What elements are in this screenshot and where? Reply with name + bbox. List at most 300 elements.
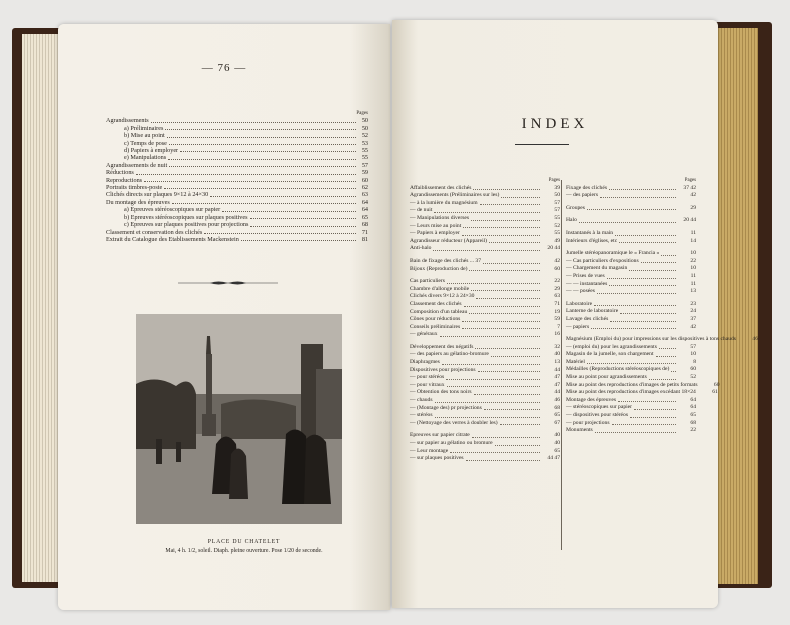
toc-entry-label: b) Mise au point — [124, 132, 165, 140]
index-entry-label: Classement des clichés — [410, 300, 462, 307]
index-entry-row — [410, 293, 560, 301]
index-entry-label: Bijoux (Reproduction de) — [410, 265, 468, 272]
toc-entry-row — [106, 191, 368, 198]
dot-leader — [474, 389, 540, 395]
index-entry-page: 22 — [554, 278, 560, 285]
index-entry-label: Affaiblissement des clichés — [410, 184, 472, 191]
toc-entry-label: e) Manipulations — [124, 154, 167, 162]
index-entry-label: Monuments — [566, 427, 593, 434]
index-entry-label: Lavage des clichés — [566, 315, 609, 322]
index-entry-page: 20 44 — [683, 217, 696, 224]
toc-entry-row — [106, 236, 368, 243]
page-edges-right — [716, 28, 758, 584]
toc-entry-page: 81 — [361, 235, 368, 243]
dot-leader — [661, 250, 676, 256]
index-entry-page: 55 — [554, 230, 560, 237]
toc-entry-label: Agrandissements de nuit — [106, 161, 168, 169]
index-entry-label: — Obtention des tons noirs — [410, 389, 472, 396]
index-entry-label: Médailles (Reproductions stéréoscopiques de) — [566, 366, 670, 373]
index-entry-label: Développement des négatifs — [410, 343, 474, 350]
index-entry-label: Conseils préliminaires — [410, 323, 461, 330]
index-entry-label: Intérieurs d'églises, etc — [566, 237, 618, 244]
index-entry-row — [410, 230, 560, 238]
dot-leader — [587, 359, 676, 365]
dot-leader — [597, 288, 676, 294]
index-entry-page: 23 — [690, 300, 696, 307]
toc-entry-row — [106, 140, 368, 147]
toc-entry-page: 65 — [361, 213, 368, 221]
index-entry-label: Clichés divers 9×12 à 24×30 — [410, 293, 475, 300]
index-entry-row — [566, 205, 696, 213]
dot-leader — [204, 229, 356, 234]
index-entry-label: Anti-halo — [410, 245, 432, 252]
column-a-pages-header: Pages — [548, 178, 560, 183]
right-page — [392, 20, 758, 608]
index-entry-label: Chambre d'allonge mobile — [410, 285, 470, 292]
toc-entry-page: 50 — [361, 117, 368, 125]
index-entry-page: 37 — [690, 315, 696, 322]
index-entry-page: 22 — [690, 257, 696, 264]
index-entry-label: Laboratoire — [566, 300, 593, 307]
index-entry-page: 11 — [690, 280, 696, 287]
index-entry-row — [566, 420, 696, 428]
dot-leader — [634, 404, 676, 410]
index-entry-row — [410, 351, 560, 359]
dot-leader — [250, 214, 356, 219]
index-entry-row — [410, 455, 560, 463]
dot-leader — [180, 147, 356, 152]
index-entry-row — [566, 230, 696, 238]
dot-leader — [446, 374, 540, 380]
index-entry-page: 60 — [713, 381, 720, 388]
index-entry-page: 16 — [554, 331, 560, 338]
dot-leader — [169, 162, 356, 167]
dot-leader — [472, 432, 540, 438]
dot-leader — [144, 177, 356, 182]
toc-entry-row — [106, 125, 368, 132]
index-entry-label: Agrandisseur réducteur (Appareil) — [410, 237, 488, 244]
index-entry-label: Mise au point des reproductions d'images excédant 18×24 — [566, 389, 696, 396]
index-entry-page: 68 — [554, 404, 560, 411]
toc-entry-row — [106, 229, 368, 236]
index-entry-page: 44 — [554, 366, 560, 373]
index-entry-page: 13 — [690, 288, 696, 295]
index-entry-row — [566, 336, 758, 344]
place-du-chatelet-photo — [136, 314, 342, 524]
toc-pages-header: Pages — [356, 111, 368, 116]
index-entry-row — [566, 316, 696, 324]
index-entry-row — [566, 250, 696, 258]
index-entry-label: Magasin de la jumelle, son chargement — [566, 351, 654, 358]
index-entry-page: 71 — [554, 300, 560, 307]
dot-leader — [165, 125, 356, 130]
toc-entry-page: 68 — [361, 221, 368, 229]
dot-leader — [469, 266, 540, 272]
index-entry-page: 42 — [690, 323, 696, 330]
index-entry-row — [410, 389, 560, 397]
dot-leader — [659, 344, 676, 350]
toc-entry-page: 53 — [361, 139, 368, 147]
toc-entry-row — [106, 154, 368, 161]
index-entry-row — [410, 266, 560, 274]
index-entry-page: 40 — [554, 440, 560, 446]
dot-leader — [222, 206, 356, 211]
dot-leader — [630, 412, 676, 418]
index-entry-page: 13 — [554, 359, 560, 366]
dot-leader — [483, 258, 540, 264]
index-entry-page: 44 — [554, 389, 560, 396]
index-entry-row — [566, 366, 696, 374]
dot-leader — [447, 278, 540, 284]
index-entry-page: 42 — [690, 192, 696, 199]
toc-entry-row — [106, 117, 368, 124]
index-entry-page: 11 — [690, 272, 696, 279]
dot-leader — [491, 351, 540, 357]
dot-leader — [462, 316, 540, 322]
toc-entry-label: Agrandissements — [106, 117, 149, 125]
index-entry-page: 60 — [690, 366, 696, 373]
dot-leader — [464, 301, 540, 307]
index-entry-label: Dispositives pour projections — [410, 366, 476, 373]
dot-leader — [442, 359, 540, 365]
index-entry-label: — Leur montage — [410, 447, 449, 454]
index-entry-label: Magnésium (Emploi du) pour impressions sur les dispositives à tons chauds — [566, 336, 736, 343]
index-entry-row — [410, 316, 560, 324]
index-entry-row — [566, 404, 696, 412]
dot-leader — [607, 273, 676, 279]
toc-entry-page: 64 — [361, 206, 368, 214]
index-entry-label: — généraux — [410, 331, 438, 338]
index-entry-row — [566, 238, 696, 246]
dot-leader — [501, 192, 540, 198]
index-entry-row — [566, 258, 696, 266]
toc-entry-page: 50 — [361, 124, 368, 132]
dot-leader — [600, 192, 676, 198]
index-entry-row — [410, 207, 560, 215]
index-entry-page: 46 — [554, 397, 560, 404]
toc-entry-page: 71 — [361, 228, 368, 236]
index-entry-label: Mise au point des reproductions d'images de petits formats — [566, 381, 698, 388]
index-entry-row — [410, 301, 560, 309]
index-entry-row — [410, 405, 560, 413]
index-entry-label: Mise au point pour agrandissements — [566, 374, 647, 381]
toc-entry-row — [106, 206, 368, 213]
index-entry-label: Fixage des clichés — [566, 184, 608, 191]
index-entry-label: — Manipulations diverses — [410, 214, 470, 221]
dot-leader — [619, 238, 676, 244]
index-entry-label: — stéréoscopiques sur papier — [566, 404, 633, 411]
index-entry-row — [566, 412, 696, 420]
index-entry-label: — Papiers à employer — [410, 230, 460, 237]
dot-leader — [478, 367, 540, 373]
dot-leader — [615, 230, 676, 236]
index-entry-row — [410, 238, 560, 246]
index-entry-row — [410, 420, 560, 428]
index-entry-label: — des papiers au gélatino-bromure — [410, 351, 489, 358]
index-entry-row — [566, 397, 696, 405]
index-entry-label: Matériel — [566, 358, 585, 365]
index-entry-page: 47 — [554, 374, 560, 381]
index-entry-row — [410, 440, 560, 448]
toc-entry-label: d) Papiers à employer — [124, 147, 179, 155]
dot-leader — [471, 215, 540, 221]
index-entry-row — [410, 278, 560, 286]
dot-leader — [435, 412, 540, 418]
index-entry-page: 57 — [690, 343, 696, 350]
toc-entry-page: 55 — [361, 154, 368, 162]
index-entry-row — [566, 265, 696, 273]
index-entry-row — [566, 389, 718, 397]
toc-entry-label: a) Préliminaires — [124, 124, 164, 132]
dot-leader — [641, 258, 676, 264]
index-entry-label: Instantanés à la main — [566, 229, 614, 236]
dot-leader — [649, 374, 676, 380]
index-entry-row — [566, 281, 696, 289]
index-entry-row — [566, 301, 696, 309]
toc-entry-page: 64 — [361, 198, 368, 206]
index-entry-label: Montage des épreuves — [566, 396, 617, 403]
index-entry-label: Composition d'un tableau — [410, 308, 468, 315]
dot-leader — [612, 420, 677, 426]
toc-entry-label: c) Temps de pose — [124, 139, 167, 147]
dot-leader — [169, 140, 356, 145]
index-entry-label: — — instantanées — [566, 280, 608, 287]
dot-leader — [656, 351, 676, 357]
dot-leader — [167, 132, 356, 137]
index-entry-page: 22 — [690, 427, 696, 434]
index-entry-row — [410, 200, 560, 208]
index-entry-page: 52 — [690, 374, 696, 381]
index-entry-row — [410, 324, 560, 332]
index-entry-row — [410, 382, 560, 390]
index-entry-row — [410, 344, 560, 352]
index-column-b — [566, 177, 758, 435]
index-entry-page: 39 — [554, 184, 560, 191]
index-entry-label: — pour vitraux — [410, 381, 445, 388]
index-entry-row — [410, 192, 560, 200]
toc-entry-row — [106, 132, 368, 139]
index-entry-label: — Prises de vues — [566, 272, 605, 279]
toc-entry-page: 63 — [361, 191, 368, 199]
toc-entry-page: 62 — [361, 184, 368, 192]
index-entry-label: — (Montage des) pr projections — [410, 404, 482, 411]
toc-entry-label: Réductions — [106, 169, 134, 177]
index-entry-label: Bain de fixage des clichés ... 37 — [410, 257, 481, 264]
photo-caption-title: PLACE DU CHATELET — [207, 539, 281, 545]
dot-leader — [610, 316, 676, 322]
index-entry-page: 57 — [554, 199, 560, 206]
index-entry-page: 32 — [554, 343, 560, 350]
dot-leader — [210, 191, 356, 196]
dot-leader — [151, 117, 356, 122]
index-entry-page: 44 47 — [547, 455, 560, 462]
photo-caption-text: Mai, 4 h. 1/2, soleil. Diaph. pleine ouverture. Pose 1/20 de seconde. — [165, 548, 323, 554]
index-title: INDEX — [521, 116, 589, 132]
toc-entry-page: 57 — [361, 161, 368, 169]
index-entry-label: — chauds — [410, 397, 433, 404]
dot-leader — [250, 221, 356, 226]
index-entry-row — [566, 381, 720, 390]
index-entry-label: — (emploi du) pour les agrandissements — [566, 343, 657, 350]
index-entry-page: 7 — [557, 323, 560, 330]
toc-entry-label: Extrait du Catalogue des Etablissements Mackenstein — [106, 235, 239, 243]
toc-entry-row — [106, 214, 368, 221]
toc-entry-label: Reproductions — [106, 176, 143, 184]
table-of-contents — [106, 110, 368, 243]
dot-leader — [440, 331, 541, 337]
index-entry-row — [410, 215, 560, 223]
index-entry-page: 64 — [690, 404, 696, 411]
dot-leader — [435, 397, 540, 403]
index-entry-row — [410, 412, 560, 420]
index-entry-row — [566, 308, 696, 316]
toc-entry-row — [106, 177, 368, 184]
index-entry-label: — (Nettoyage des verres à doubler les) — [410, 419, 498, 426]
index-entry-row — [566, 273, 696, 281]
index-entry-label: Jumelle stéréopanoramique le « Francia » — [566, 250, 660, 257]
toc-entry-row — [106, 147, 368, 154]
index-entry-row — [410, 432, 560, 440]
dot-leader — [168, 154, 356, 159]
index-entry-label: Lanterne de laboratoire — [566, 308, 619, 315]
index-entry-row — [410, 397, 560, 405]
index-entry-row — [410, 367, 560, 375]
index-entry-row — [566, 427, 696, 435]
index-entry-label: Halo — [566, 217, 577, 224]
index-entry-label: — sur papier au gélatino ou bromure — [410, 440, 493, 446]
toc-entry-label: c) Epreuves sur plaques positives pour projections — [124, 221, 249, 229]
toc-entry-row — [106, 199, 368, 206]
dot-leader — [476, 293, 540, 299]
dot-leader — [609, 281, 676, 287]
dot-leader — [629, 265, 676, 271]
dot-leader — [164, 184, 356, 189]
index-entry-page: 20 44 — [547, 245, 560, 252]
index-entry-row — [566, 192, 696, 200]
index-column-a — [410, 177, 560, 463]
index-entry-page: 52 — [554, 222, 560, 229]
index-entry-row — [566, 344, 696, 352]
index-entry-page: 46 — [752, 336, 758, 343]
index-entry-label: — des papiers — [566, 192, 599, 199]
left-page — [58, 24, 390, 610]
dot-leader — [484, 405, 540, 411]
index-entry-row — [566, 374, 696, 382]
index-entry-page: 65 — [554, 447, 560, 454]
index-entry-page: 65 — [554, 412, 560, 419]
dot-leader — [609, 185, 676, 191]
dot-leader — [469, 309, 540, 315]
dot-leader — [595, 427, 676, 433]
dot-leader — [475, 344, 540, 350]
page-number: — 76 — — [201, 62, 247, 74]
index-entry-page: 8 — [693, 358, 696, 365]
index-entry-page: 65 — [690, 412, 696, 419]
index-entry-label: — pour stéréos — [410, 374, 445, 381]
index-entry-row — [410, 374, 560, 382]
index-entry-label: — dispositives pour stéréos — [566, 412, 628, 419]
toc-entry-row — [106, 221, 368, 228]
dot-leader — [450, 448, 540, 454]
index-entry-page: 61 — [712, 389, 718, 396]
dot-leader — [473, 185, 540, 191]
title-rule — [515, 144, 569, 145]
index-entry-label: — sur plaques positives — [410, 455, 464, 462]
dot-leader — [671, 366, 676, 372]
index-entry-page: 60 — [554, 265, 560, 272]
index-entry-label: — Leurs mise au point — [410, 222, 462, 229]
toc-entry-label: Portraits timbres-poste — [106, 184, 163, 192]
dot-leader — [433, 245, 540, 251]
index-entry-row — [410, 286, 560, 294]
index-entry-page: 63 — [554, 293, 560, 300]
index-entry-page: 42 — [554, 257, 560, 264]
index-entry-page: 47 — [554, 381, 560, 388]
index-entry-page: 29 — [690, 204, 696, 211]
dot-leader — [463, 223, 540, 229]
index-entry-label: — — posées — [566, 288, 595, 295]
index-entry-page: 11 — [690, 229, 696, 236]
toc-entry-page: 60 — [361, 176, 368, 184]
index-entry-page: 57 — [554, 207, 560, 214]
index-entry-label: Agrandissements (Préliminaires sur les) — [410, 192, 500, 199]
dot-leader — [591, 324, 676, 330]
index-entry-page: 40 — [554, 351, 560, 358]
dot-leader — [447, 382, 541, 388]
dot-leader — [471, 286, 540, 292]
index-entry-page: 10 — [690, 265, 696, 272]
toc-entry-label: Classement et conservation des clichés — [106, 228, 203, 236]
index-entry-page: 68 — [690, 419, 696, 426]
dot-leader — [500, 420, 540, 426]
index-entry-page: 10 — [690, 250, 696, 257]
index-entry-label: Cônes pour réductions — [410, 316, 461, 323]
dot-leader — [495, 440, 540, 446]
toc-entry-row — [106, 169, 368, 176]
index-entry-label: — à la lumière du magnésium — [410, 199, 478, 206]
index-entry-row — [566, 351, 696, 359]
index-entry-row — [410, 359, 560, 367]
dot-leader — [434, 207, 540, 213]
index-entry-label: — Chargement du magasin — [566, 265, 628, 272]
dot-leader — [241, 236, 356, 241]
ornament-divider — [178, 280, 278, 286]
index-entry-page: 19 — [554, 308, 560, 315]
dot-leader — [618, 397, 676, 403]
index-entry-label: — papiers — [566, 323, 590, 330]
index-entry-label: Diaphragmes — [410, 359, 440, 366]
index-entry-page: 14 — [690, 237, 696, 244]
dot-leader — [462, 230, 540, 236]
column-b-pages-header: Pages — [684, 178, 696, 183]
index-entry-page: 67 — [554, 419, 560, 426]
toc-entry-label: Clichés directs sur plaques 9×12 à 24×30 — [106, 191, 209, 199]
dot-leader — [462, 324, 540, 330]
dot-leader — [136, 169, 356, 174]
index-entry-page: 64 — [690, 396, 696, 403]
toc-entry-label: b) Epreuves stéréoscopiques sur plaques positives — [124, 213, 248, 221]
index-entry-page: 10 — [690, 351, 696, 358]
index-entry-page: 40 — [554, 432, 560, 439]
index-entry-label: — Cas particuliers d'expositions — [566, 257, 639, 264]
dot-leader — [172, 199, 356, 204]
index-entry-label: Cas particuliers — [410, 278, 445, 285]
dot-leader — [489, 238, 540, 244]
toc-entry-page: 59 — [361, 169, 368, 177]
index-entry-row — [566, 288, 696, 296]
toc-entry-page: 55 — [361, 147, 368, 155]
toc-entry-row — [106, 162, 368, 169]
